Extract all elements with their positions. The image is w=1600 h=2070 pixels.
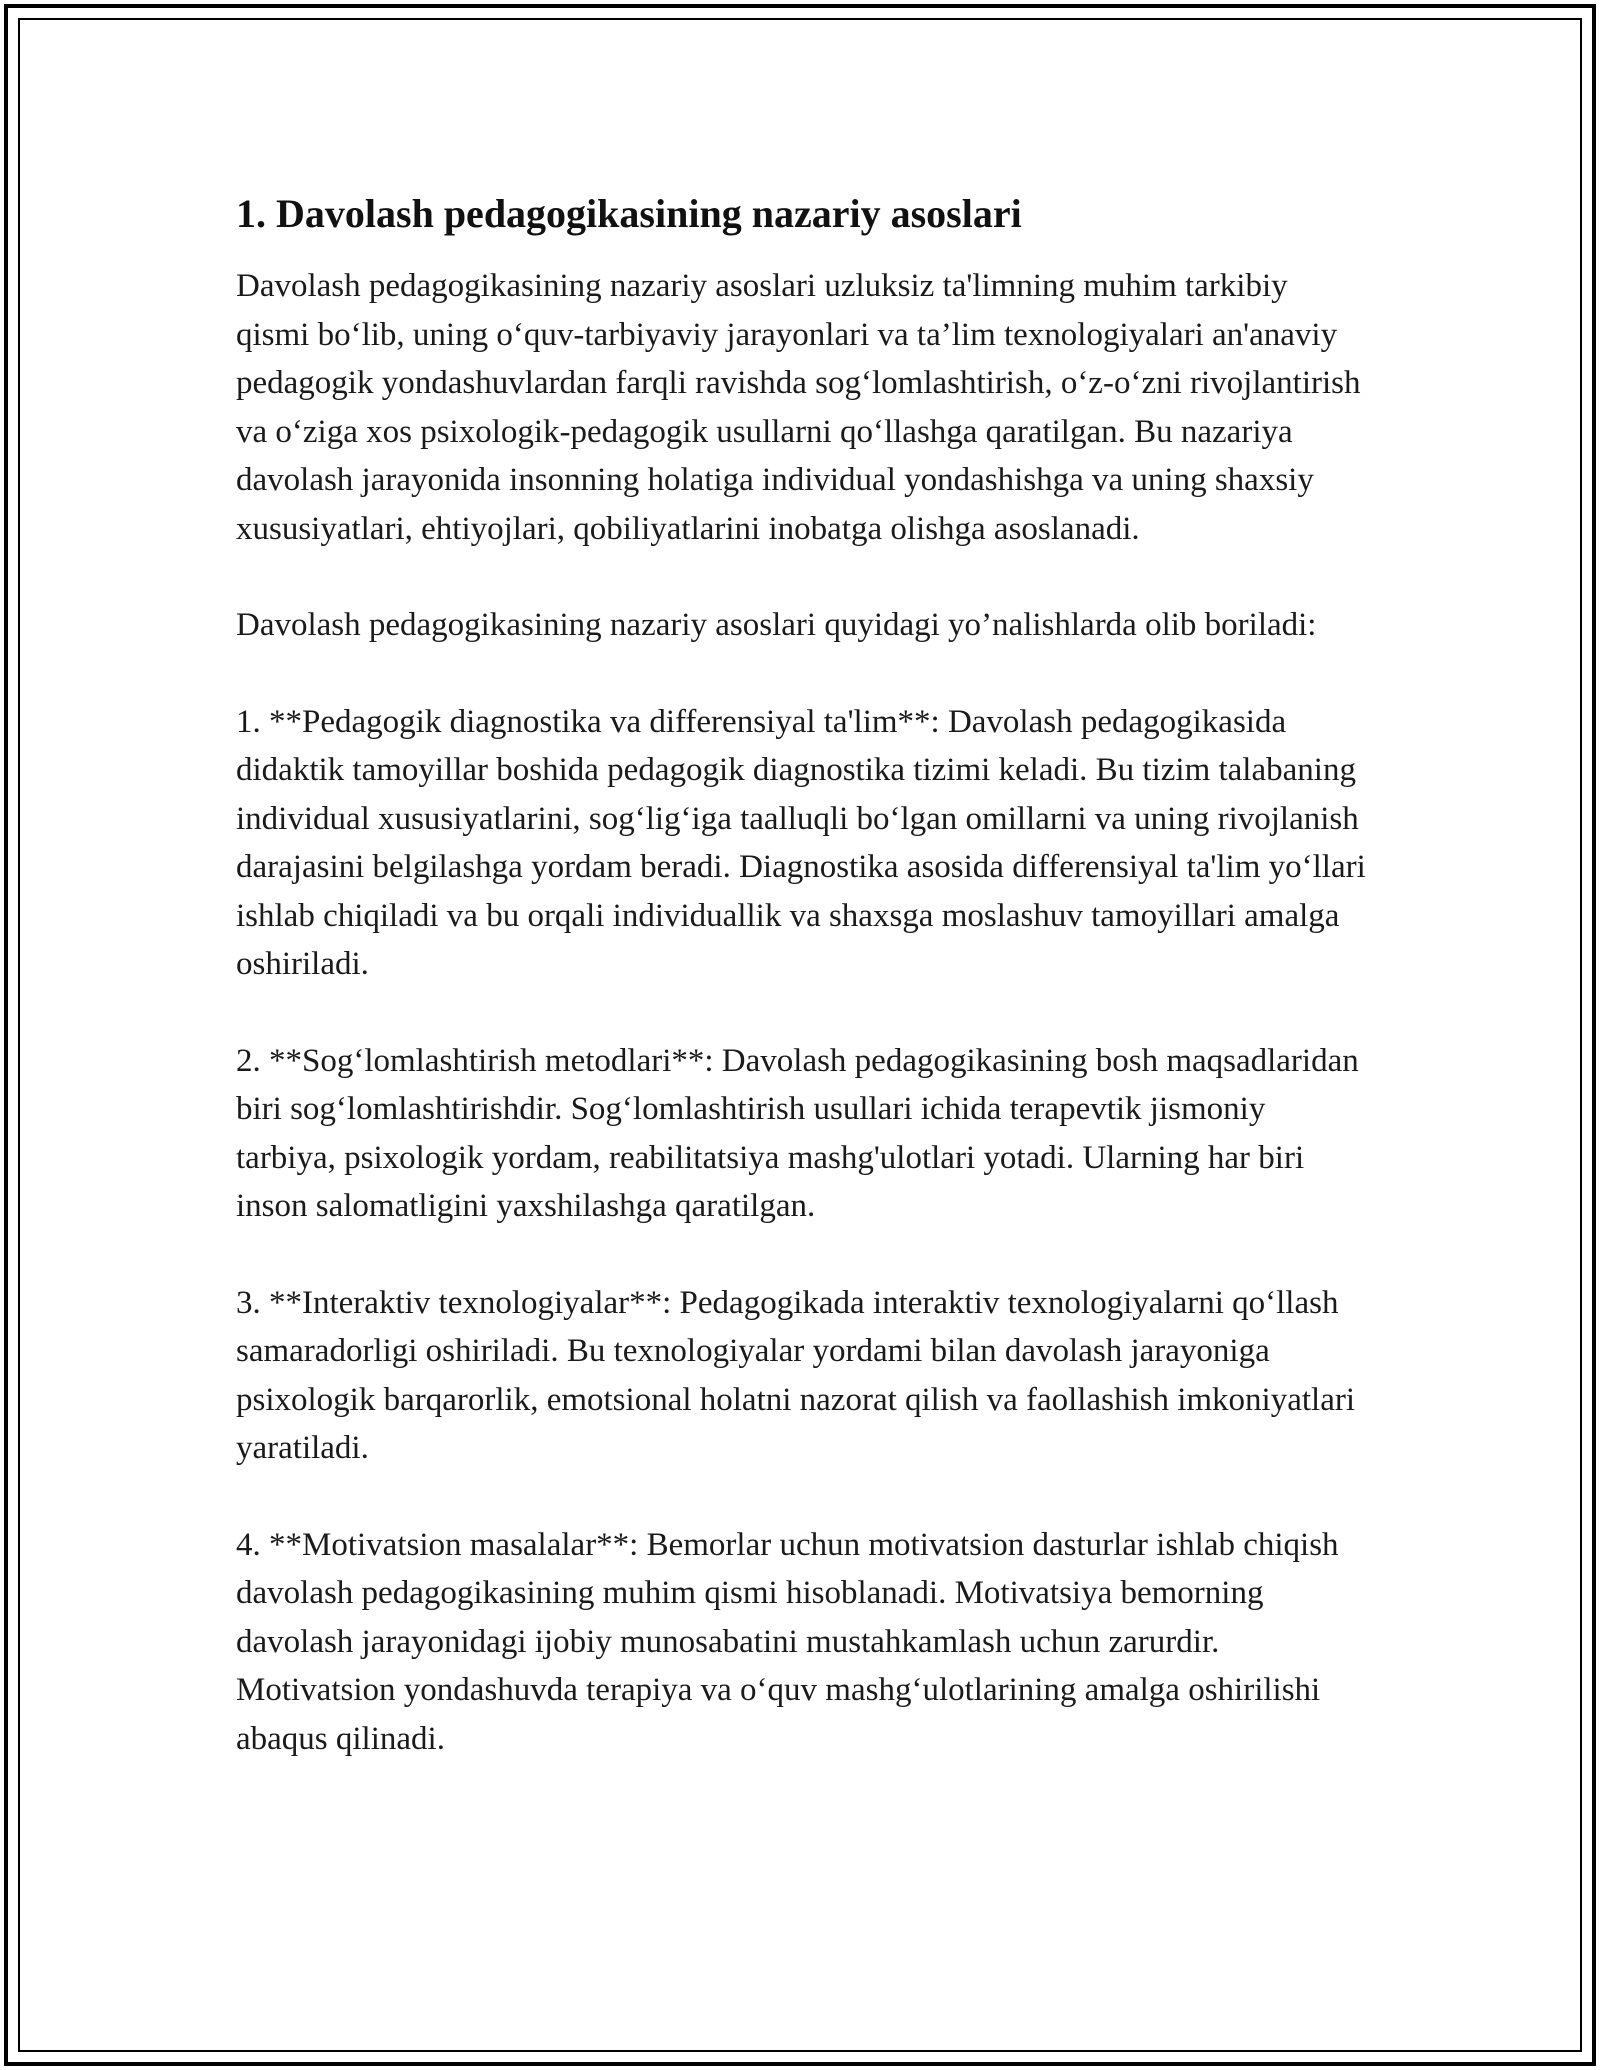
list-item-motivation: 4. **Motivatsion masalalar**: Bemorlar uchun motivatsion dasturlar ishlab chiqish davolash pedagogikasining muhim qismi hisoblanadi. Motivatsiya bemorning davolash jarayonidagi ijobiy munosabatini mustahkamlash uchun zarurdir. Motivatsion yondashuvda terapiya va o‘quv mashg‘ulotlarining amalga oshirilishi abaqus qilinadi.	[236, 1526, 1339, 1757]
list-item-interactive-technologies: 3. **Interaktiv texnologiyalar**: Pedagogikada interaktiv texnologiyalarni qo‘llash samaradorligi oshiriladi. Bu texnologiyalar yordami bilan davolash jarayoniga psixologik barqarorlik, emotsional holatni nazorat qilish va faollashish imkoniyatlari yaratiladi.	[236, 1284, 1356, 1466]
directions-intro-paragraph: Davolash pedagogikasining nazariy asoslari quyidagi yo’nalishlarda olib boriladi:	[236, 607, 1317, 643]
section-heading: 1. Davolash pedagogikasining nazariy asoslari	[236, 191, 1022, 236]
list-item-health-methods: 2. **Sog‘lomlashtirish metodlari**: Davolash pedagogikasining bosh maqsadlaridan biri sog‘lomlashtirishdir. Sog‘lomlashtirish usullari ichida terapevtik jismoniy tarbiya, psixologik yordam, reabilitatsiya mashg'ulotlari yotadi. Ularning har biri inson salomatligini yaxshilashga qaratilgan.	[236, 1042, 1359, 1224]
intro-paragraph: Davolash pedagogikasining nazariy asoslari uzluksiz ta'limning muhim tarkibiy qismi bo‘lib, uning o‘quv-tarbiyaviy jarayonlari va ta’lim texnologiyalari an'anaviy pedagogik yondashuvlardan farqli ravishda sog‘lomlashtirish, o‘z-o‘zni rivojlantirish va o‘ziga xos psixologik-pedagogik usullarni qo‘llashga qaratilgan. Bu nazariya davolash jarayonida insonning holatiga individual yondashishga va uning shaxsiy xususiyatlari, ehtiyojlari, qobiliyatlarini inobatga olishga asoslanadi.	[236, 268, 1361, 547]
document-body	[236, 186, 1366, 1811]
list-item-diagnostics: 1. **Pedagogik diagnostika va differensiyal ta'lim**: Davolash pedagogikasida didaktik tamoyillar boshida pedagogik diagnostika tizimi keladi. Bu tizim talabaning individual xususiyatlarini, sog‘lig‘iga taalluqli bo‘lgan omillarni va uning rivojlanish darajasini belgilashga yordam beradi. Diagnostika asosida differensiyal ta'lim yo‘llari ishlab chiqiladi va bu orqali individuallik va shaxsga moslashuv tamoyillari amalga oshiriladi.	[236, 703, 1366, 982]
